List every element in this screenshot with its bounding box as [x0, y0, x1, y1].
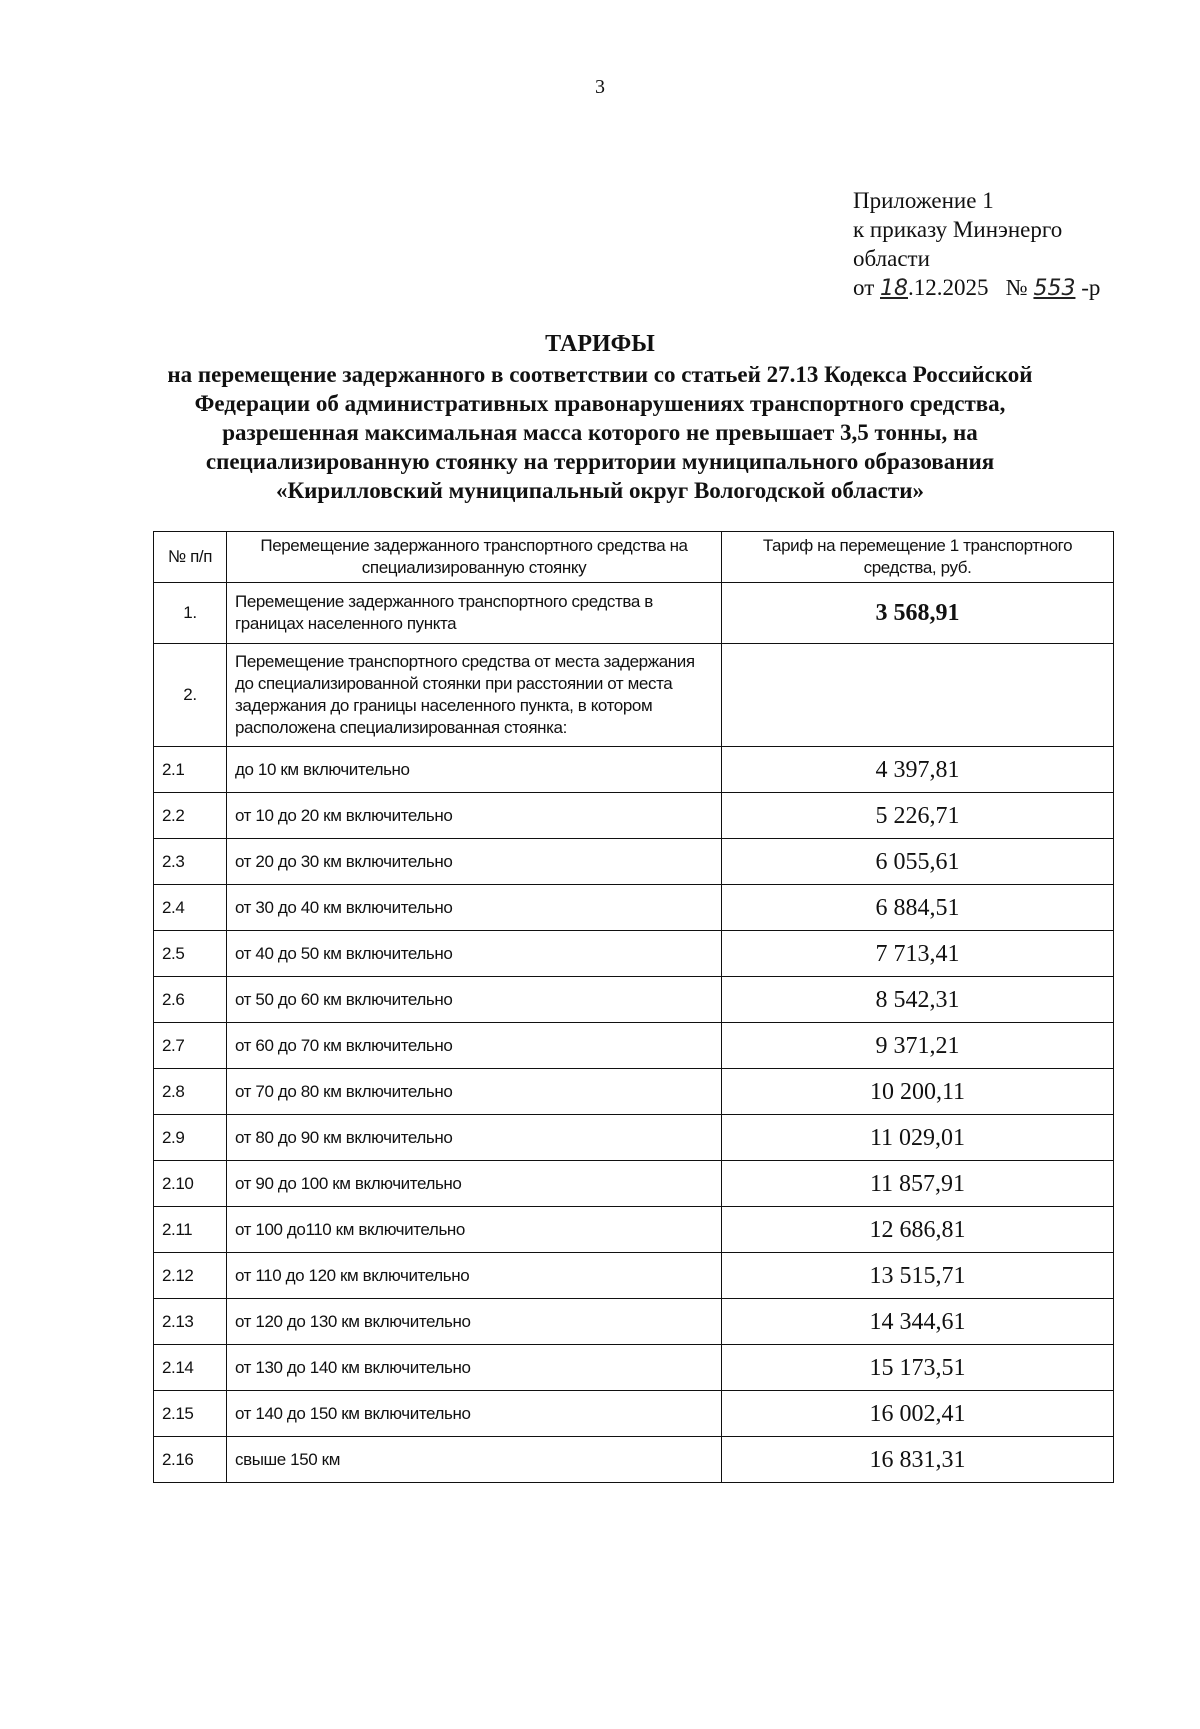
title-line: на перемещение задержанного в соответствии со статьей 27.13 Кодекса Российской [167, 362, 1033, 387]
document-title [0, 330, 1200, 505]
row-tariff-value: 7 713,41 [722, 931, 1114, 977]
row-description: от 140 до 150 км включительно [227, 1391, 722, 1437]
row-description: от 20 до 30 км включительно [227, 839, 722, 885]
row-number: 2.2 [154, 793, 227, 839]
row-number: 2.8 [154, 1069, 227, 1115]
row-number: 2.13 [154, 1299, 227, 1345]
row-description: от 90 до 100 км включительно [227, 1161, 722, 1207]
row-tariff-value: 9 371,21 [722, 1023, 1114, 1069]
title-main: ТАРИФЫ [545, 331, 655, 357]
table-header-row [154, 532, 1114, 583]
date-prefix: от [853, 275, 875, 300]
row-tariff-value: 8 542,31 [722, 977, 1114, 1023]
row-number: 2.3 [154, 839, 227, 885]
row-description: от 70 до 80 км включительно [227, 1069, 722, 1115]
table-row [154, 747, 1114, 793]
row-tariff-value: 4 397,81 [722, 747, 1114, 793]
row-tariff-value: 12 686,81 [722, 1207, 1114, 1253]
table-row [154, 583, 1114, 644]
row-tariff-value: 15 173,51 [722, 1345, 1114, 1391]
table-row [154, 1207, 1114, 1253]
row-description: от 120 до 130 км включительно [227, 1299, 722, 1345]
row-description: от 60 до 70 км включительно [227, 1023, 722, 1069]
row-tariff-value: 10 200,11 [722, 1069, 1114, 1115]
handwritten-day: 18 [880, 276, 908, 301]
row-number: 2.6 [154, 977, 227, 1023]
title-line: разрешенная максимальная масса которого не превышает 3,5 тонны, на [222, 420, 978, 445]
row-description: от 10 до 20 км включительно [227, 793, 722, 839]
row-number: 2. [154, 644, 227, 747]
title-line: Федерации об административных правонарушениях транспортного средства, [194, 391, 1006, 416]
appendix-line: Приложение 1 [853, 188, 994, 213]
row-description: Перемещение транспортного средства от места задержания до специализированной стоянки при расстоянии от места задержания до границы населенного пункта, в котором расположена специализированная стоянка: [227, 644, 722, 747]
row-number: 2.9 [154, 1115, 227, 1161]
header-desc: Перемещение задержанного транспортного средства на специализированную стоянку [227, 532, 722, 583]
row-number: 2.10 [154, 1161, 227, 1207]
header-num: № п/п [154, 532, 227, 583]
date-rest: .12.2025 [908, 275, 989, 300]
tariff-table [153, 531, 1114, 1483]
page-number: 3 [595, 76, 605, 98]
row-number: 2.11 [154, 1207, 227, 1253]
row-number: 2.14 [154, 1345, 227, 1391]
appendix-date-line [853, 273, 1100, 303]
row-tariff-value: 11 857,91 [722, 1161, 1114, 1207]
table-row [154, 1023, 1114, 1069]
header-value: Тариф на перемещение 1 транспортного средства, руб. [722, 532, 1114, 583]
row-description: от 130 до 140 км включительно [227, 1345, 722, 1391]
row-number: 2.1 [154, 747, 227, 793]
row-number: 2.15 [154, 1391, 227, 1437]
row-tariff-value: 14 344,61 [722, 1299, 1114, 1345]
handwritten-number: 553 [1033, 276, 1076, 301]
table-row [154, 793, 1114, 839]
row-description: свыше 150 км [227, 1437, 722, 1483]
number-suffix: -р [1081, 275, 1101, 300]
row-description: от 30 до 40 км включительно [227, 885, 722, 931]
row-description: от 100 до110 км включительно [227, 1207, 722, 1253]
table-row [154, 839, 1114, 885]
appendix-block [853, 186, 1100, 303]
table-row [154, 885, 1114, 931]
row-number: 2.12 [154, 1253, 227, 1299]
row-description: от 80 до 90 км включительно [227, 1115, 722, 1161]
appendix-line: области [853, 246, 930, 271]
table-row [154, 1437, 1114, 1483]
table-row [154, 1253, 1114, 1299]
row-description: от 50 до 60 км включительно [227, 977, 722, 1023]
row-number: 2.4 [154, 885, 227, 931]
row-description: от 40 до 50 км включительно [227, 931, 722, 977]
table-row [154, 1391, 1114, 1437]
table-row [154, 1115, 1114, 1161]
title-line: «Кирилловский муниципальный округ Вологодской области» [276, 478, 924, 503]
row-tariff-value: 13 515,71 [722, 1253, 1114, 1299]
row-description: до 10 км включительно [227, 747, 722, 793]
table-row [154, 644, 1114, 747]
row-tariff-value: 6 884,51 [722, 885, 1114, 931]
row-description: Перемещение задержанного транспортного средства в границах населенного пункта [227, 583, 722, 644]
table-row [154, 931, 1114, 977]
row-tariff-value: 3 568,91 [722, 583, 1114, 644]
row-tariff-value: 5 226,71 [722, 793, 1114, 839]
table-row [154, 1069, 1114, 1115]
table-row [154, 1161, 1114, 1207]
row-number: 1. [154, 583, 227, 644]
row-number: 2.7 [154, 1023, 227, 1069]
table-row [154, 977, 1114, 1023]
row-number: 2.16 [154, 1437, 227, 1483]
row-tariff-value: 16 002,41 [722, 1391, 1114, 1437]
row-description: от 110 до 120 км включительно [227, 1253, 722, 1299]
title-line: специализированную стоянку на территории муниципального образования [205, 449, 995, 474]
row-number: 2.5 [154, 931, 227, 977]
row-tariff-value [722, 644, 1114, 747]
table-row [154, 1299, 1114, 1345]
table-row [154, 1345, 1114, 1391]
number-sign: № [1005, 275, 1028, 300]
row-tariff-value: 6 055,61 [722, 839, 1114, 885]
row-tariff-value: 16 831,31 [722, 1437, 1114, 1483]
appendix-line: к приказу Минэнерго [853, 217, 1063, 242]
row-tariff-value: 11 029,01 [722, 1115, 1114, 1161]
